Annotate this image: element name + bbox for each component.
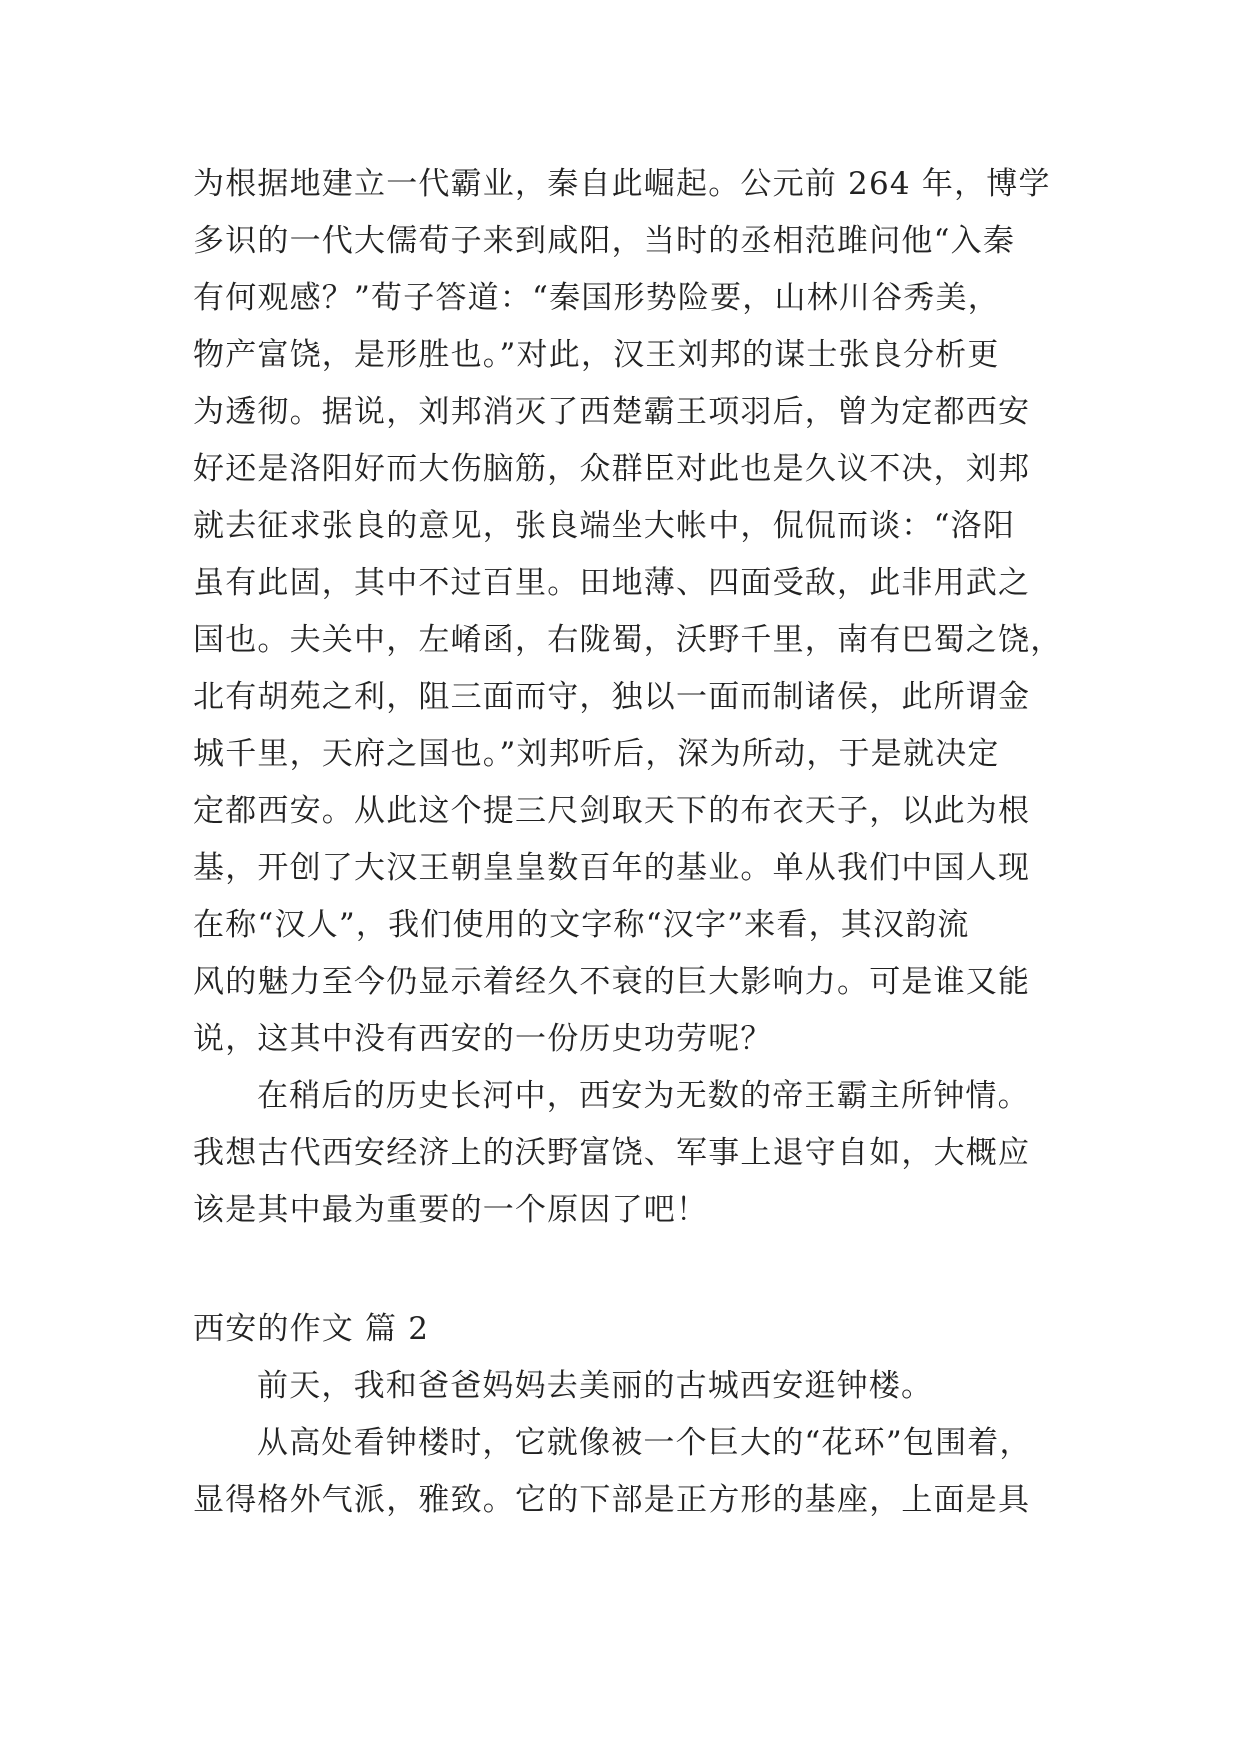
- text-line: 定都西安。从此这个提三尺剑取天下的布衣天子，以此为根: [193, 793, 1031, 829]
- text-line: 前天，我和爸爸妈妈去美丽的古城西安逛钟楼。: [257, 1368, 934, 1404]
- document-body: [193, 156, 1073, 1529]
- text-line: 好还是洛阳好而大伤脑筋，众群臣对此也是久议不决，刘邦: [193, 451, 1031, 487]
- paragraph-history: [193, 156, 1073, 1068]
- text-line: 就去征求张良的意见，张良端坐大帐中，侃侃而谈：“洛阳: [193, 508, 1016, 544]
- text-line: 风的魅力至今仍显示着经久不衰的巨大影响力。可是谁又能: [193, 964, 1031, 1000]
- text-line: 说，这其中没有西安的一份历史功劳呢？: [193, 1021, 773, 1057]
- text-line: 有何观感？”荀子答道：“秦国形势险要，山林川谷秀美，: [193, 280, 1000, 316]
- text-line: 在稍后的历史长河中，西安为无数的帝王霸主所钟情。: [257, 1078, 1030, 1114]
- section-heading: 西安的作文 篇 2: [193, 1311, 430, 1347]
- text-line: 为根据地建立一代霸业，秦自此崛起。公元前 264 年，博学: [193, 166, 1051, 202]
- text-line: 多识的一代大儒荀子来到咸阳，当时的丞相范雎问他“入秦: [193, 223, 1016, 259]
- text-line: 我想古代西安经济上的沃野富饶、军事上退守自如，大概应: [193, 1135, 1031, 1171]
- text-line: 北有胡苑之利，阻三面而守，独以一面而制诸侯，此所谓金: [193, 679, 1031, 715]
- text-line: 显得格外气派，雅致。它的下部是正方形的基座，上面是具: [193, 1482, 1031, 1518]
- text-line: 虽有此固，其中不过百里。田地薄、四面受敌，此非用武之: [193, 565, 1031, 601]
- text-line: 从高处看钟楼时，它就像被一个巨大的“花环”包围着，: [257, 1425, 1032, 1461]
- text-line: 国也。夫关中，左崤函，右陇蜀，沃野千里，南有巴蜀之饶，: [193, 622, 1063, 658]
- paragraph-conclusion: [193, 1068, 1073, 1239]
- section-spacer: [193, 1239, 1073, 1301]
- text-line: 物产富饶，是形胜也。”对此，汉王刘邦的谋士张良分析更: [193, 337, 1000, 373]
- text-line: 为透彻。据说，刘邦消灭了西楚霸王项羽后，曾为定都西安: [193, 394, 1031, 430]
- text-line: 在称“汉人”，我们使用的文字称“汉字”来看，其汉韵流: [193, 907, 970, 943]
- paragraph-intro: [193, 1358, 1073, 1415]
- text-line: 城千里，天府之国也。”刘邦听后，深为所动，于是就决定: [193, 736, 1000, 772]
- text-line: 该是其中最为重要的一个原因了吧！: [193, 1192, 709, 1228]
- text-line: 基，开创了大汉王朝皇皇数百年的基业。单从我们中国人现: [193, 850, 1031, 886]
- paragraph-bell-tower: [193, 1415, 1073, 1529]
